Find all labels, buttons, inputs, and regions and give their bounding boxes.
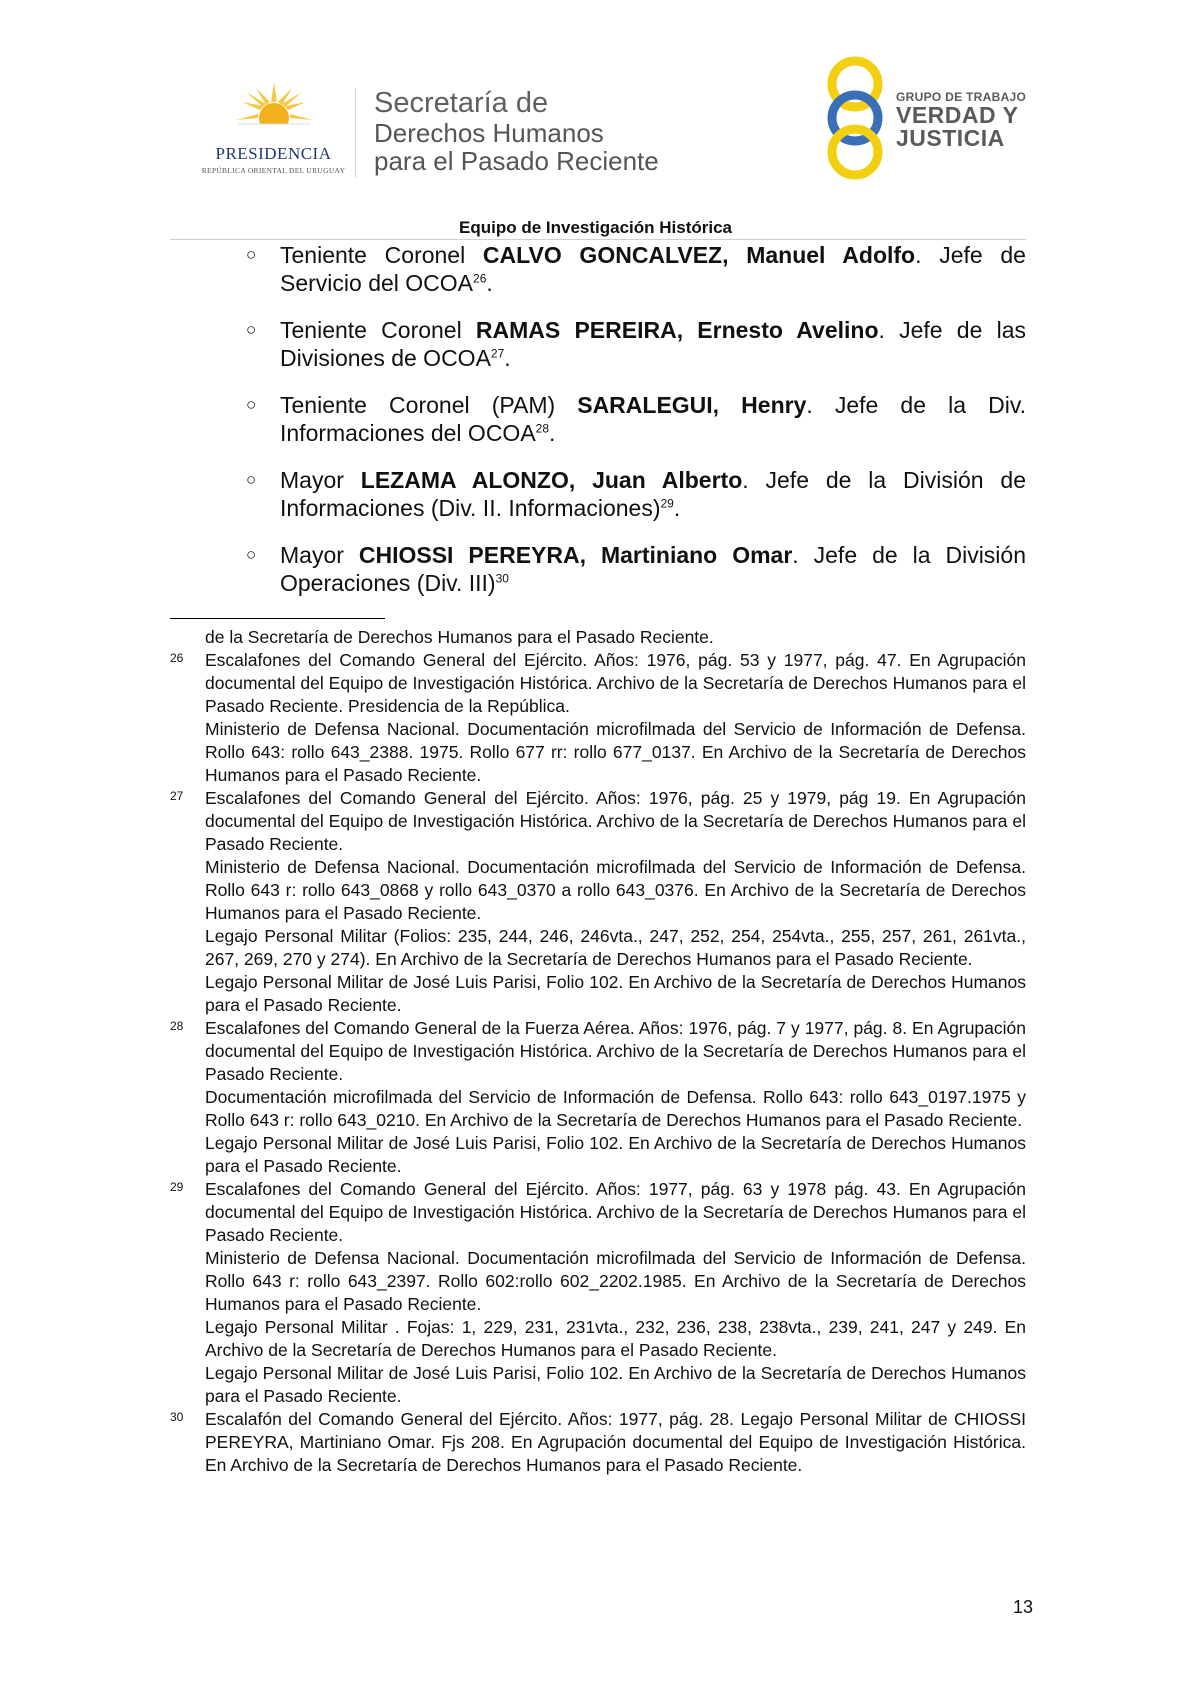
- footnote-ref[interactable]: 26: [473, 271, 487, 286]
- footnote-number: 30: [170, 1410, 184, 1424]
- circle-bullet-icon: ○: [246, 245, 257, 264]
- header-divider: [355, 88, 356, 178]
- presidencia-subtitle: REPÚBLICA ORIENTAL DEL URUGUAY: [201, 166, 346, 175]
- grupo-trabajo-label: GRUPO DE TRABAJO: [896, 90, 1027, 104]
- bullet-item: [246, 241, 1026, 297]
- person-name: CHIOSSI PEREYRA, Martiniano Omar: [358, 542, 793, 568]
- page-number: 13: [1012, 1597, 1033, 1617]
- footnote-28: 28 Escalafones del Comando General de la Fuerza Aérea. Años: 1976, pág. 7 y 1977, pág. 8. En Agrupación documental del Equipo de Investigación Histórica. Archivo de la Secretaría de Derechos Humanos para el Pasado Reciente. Documentación microfilmada del Servicio de Información de Defensa. Rollo 643: rollo 643_0197.1975 y Rollo 643 r: rollo 643_0210. En Archivo de la Secretaría de Derechos Humanos para el Pasado Reciente. Legajo Personal Militar de José Luis Parisi, Folio 102. En Archivo de la Secretaría de Derechos Humanos para el Pasado Reciente.: [170, 1018, 1026, 1176]
- bullet-text: Teniente Coronel (PAM) SARALEGUI, Henry. Jefe de la Div. Informaciones del OCOA$^{28}$.: [280, 392, 1026, 446]
- justicia-label: JUSTICIA: [896, 125, 1005, 151]
- presidencia-logo: [196, 80, 351, 178]
- footnote-ref[interactable]: 27: [490, 346, 505, 361]
- bullet-text: Teniente Coronel CALVO GONCALVEZ, Manuel Adolfo. Jefe de Servicio del OCOA$^{26}$.: [280, 242, 1026, 296]
- footnotes: [170, 626, 1026, 1477]
- circle-bullet-icon: ○: [246, 470, 257, 489]
- secretaria-title: [374, 88, 659, 175]
- footnote-ref[interactable]: 30: [495, 571, 509, 586]
- circle-bullet-icon: ○: [246, 545, 257, 564]
- footnote-29: 29 Escalafones del Comando General del Ejército. Años: 1977, pág. 63 y 1978 pág. 43. En Agrupación documental del Equipo de Investigación Histórica. Archivo de la Secretaría de Derechos Humanos para el Pasado Reciente. Ministerio de Defensa Nacional. Documentación microfilmada del Servicio de Información de Defensa. Rollo 643 r: rollo 643_2397. Rollo 602:rollo 602_2202.1985. En Archivo de la Secretaría de Derechos Humanos para el Pasado Reciente. Legajo Personal Militar . Fojas: 1, 229, 231, 231vta., 232, 236, 238, 238vta., 239, 241, 247 y 249. En Archivo de la Secretaría de Derechos Humanos para el Pasado Reciente. Legajo Personal Militar de José Luis Parisi, Folio 102. En Archivo de la Secretaría de Derechos Humanos para el Pasado Reciente.: [170, 1179, 1026, 1406]
- footnote-ref[interactable]: 28: [535, 421, 550, 436]
- verdad-justicia-rings-icon: [820, 56, 890, 180]
- bullet-text: Mayor CHIOSSI PEREYRA, Martiniano Omar. Jefe de la División Operaciones (Div. III)$^{30}$: [280, 542, 1026, 596]
- footnote-number: 28: [170, 1019, 184, 1033]
- circle-bullet-icon: ○: [246, 395, 257, 414]
- header-rule: [170, 239, 1026, 240]
- equipo-heading: Equipo de Investigación Histórica: [459, 218, 732, 237]
- footnote-number: 29: [170, 1180, 184, 1194]
- person-name: RAMAS PEREIRA, Ernesto Avelino: [475, 317, 879, 343]
- circle-bullet-icon: ○: [246, 320, 257, 339]
- grupo-trabajo-wordmark: [896, 90, 1026, 150]
- footnote-continuation: de la Secretaría de Derechos Humanos para el Pasado Reciente.: [205, 627, 714, 647]
- verdad-label: VERDAD Y: [896, 102, 1019, 128]
- footnote-26: 26 Escalafones del Comando General del Ejército. Años: 1976, pág. 53 y 1977, pág. 47. En Agrupación documental del Equipo de Investigación Histórica. Archivo de la Secretaría de Derechos Humanos para el Pasado Reciente. Presidencia de la República. Ministerio de Defensa Nacional. Documentación microfilmada del Servicio de Información de Defensa. Rollo 643: rollo 643_2388. 1975. Rollo 677 rr: rollo 677_0137. En Archivo de la Secretaría de Derechos Humanos para el Pasado Reciente.: [170, 650, 1026, 785]
- bullet-item: [246, 466, 1026, 522]
- sun-icon: [236, 80, 312, 140]
- footnote-ref[interactable]: 29: [660, 496, 674, 511]
- secretaria-line-3: para el Pasado Reciente: [374, 146, 659, 177]
- bullet-text: Teniente Coronel RAMAS PEREIRA, Ernesto Avelino. Jefe de las Divisiones de OCOA$^{27}$.: [280, 317, 1026, 371]
- bullet-text: Mayor LEZAMA ALONZO, Juan Alberto. Jefe de la División de Informaciones (Div. II. Informaciones)$^{29}$.: [280, 467, 1026, 521]
- footnote-27: 27 Escalafones del Comando General del Ejército. Años: 1976, pág. 25 y 1979, pág 19. En Agrupación documental del Equipo de Investigación Histórica. Archivo de la Secretaría de Derechos Humanos para el Pasado Reciente. Ministerio de Defensa Nacional. Documentación microfilmada del Servicio de Información de Defensa. Rollo 643 r: rollo 643_0868 y rollo 643_0370 a rollo 643_0376. En Archivo de la Secretaría de Derechos Humanos para el Pasado Reciente. Legajo Personal Militar (Folios: 235, 244, 246, 246vta., 247, 252, 254, 254vta., 255, 257, 261, 261vta., 267, 269, 270 y 274). En Archivo de la Secretaría de Derechos Humanos para el Pasado Reciente. Legajo Personal Militar de José Luis Parisi, Folio 102. En Archivo de la Secretaría de Derechos Humanos para el Pasado Reciente.: [170, 788, 1026, 1015]
- person-name: SARALEGUI, Henry: [577, 392, 807, 418]
- secretaria-line-2: Derechos Humanos: [374, 118, 604, 149]
- bullet-item: [246, 541, 1026, 597]
- footnote-separator: [170, 618, 385, 619]
- person-name: LEZAMA ALONZO, Juan Alberto: [360, 467, 743, 493]
- presidencia-wordmark: PRESIDENCIA: [215, 144, 332, 163]
- bullet-item: [246, 391, 1026, 447]
- footnote-number: 27: [170, 789, 184, 803]
- bullet-item: [246, 316, 1026, 372]
- secretaria-line-1: Secretaría de: [374, 87, 549, 119]
- person-name: CALVO GONCALVEZ, Manuel Adolfo: [482, 242, 916, 268]
- footnote-30: 30 Escalafón del Comando General del Ejército. Años: 1977, pág. 28. Legajo Personal Militar de CHIOSSI PEREYRA, Martiniano Omar. Fjs 208. En Agrupación documental del Equipo de Investigación Histórica. En Archivo de la Secretaría de Derechos Humanos para el Pasado Reciente.: [170, 1409, 1026, 1475]
- footnote-number: 26: [170, 651, 184, 665]
